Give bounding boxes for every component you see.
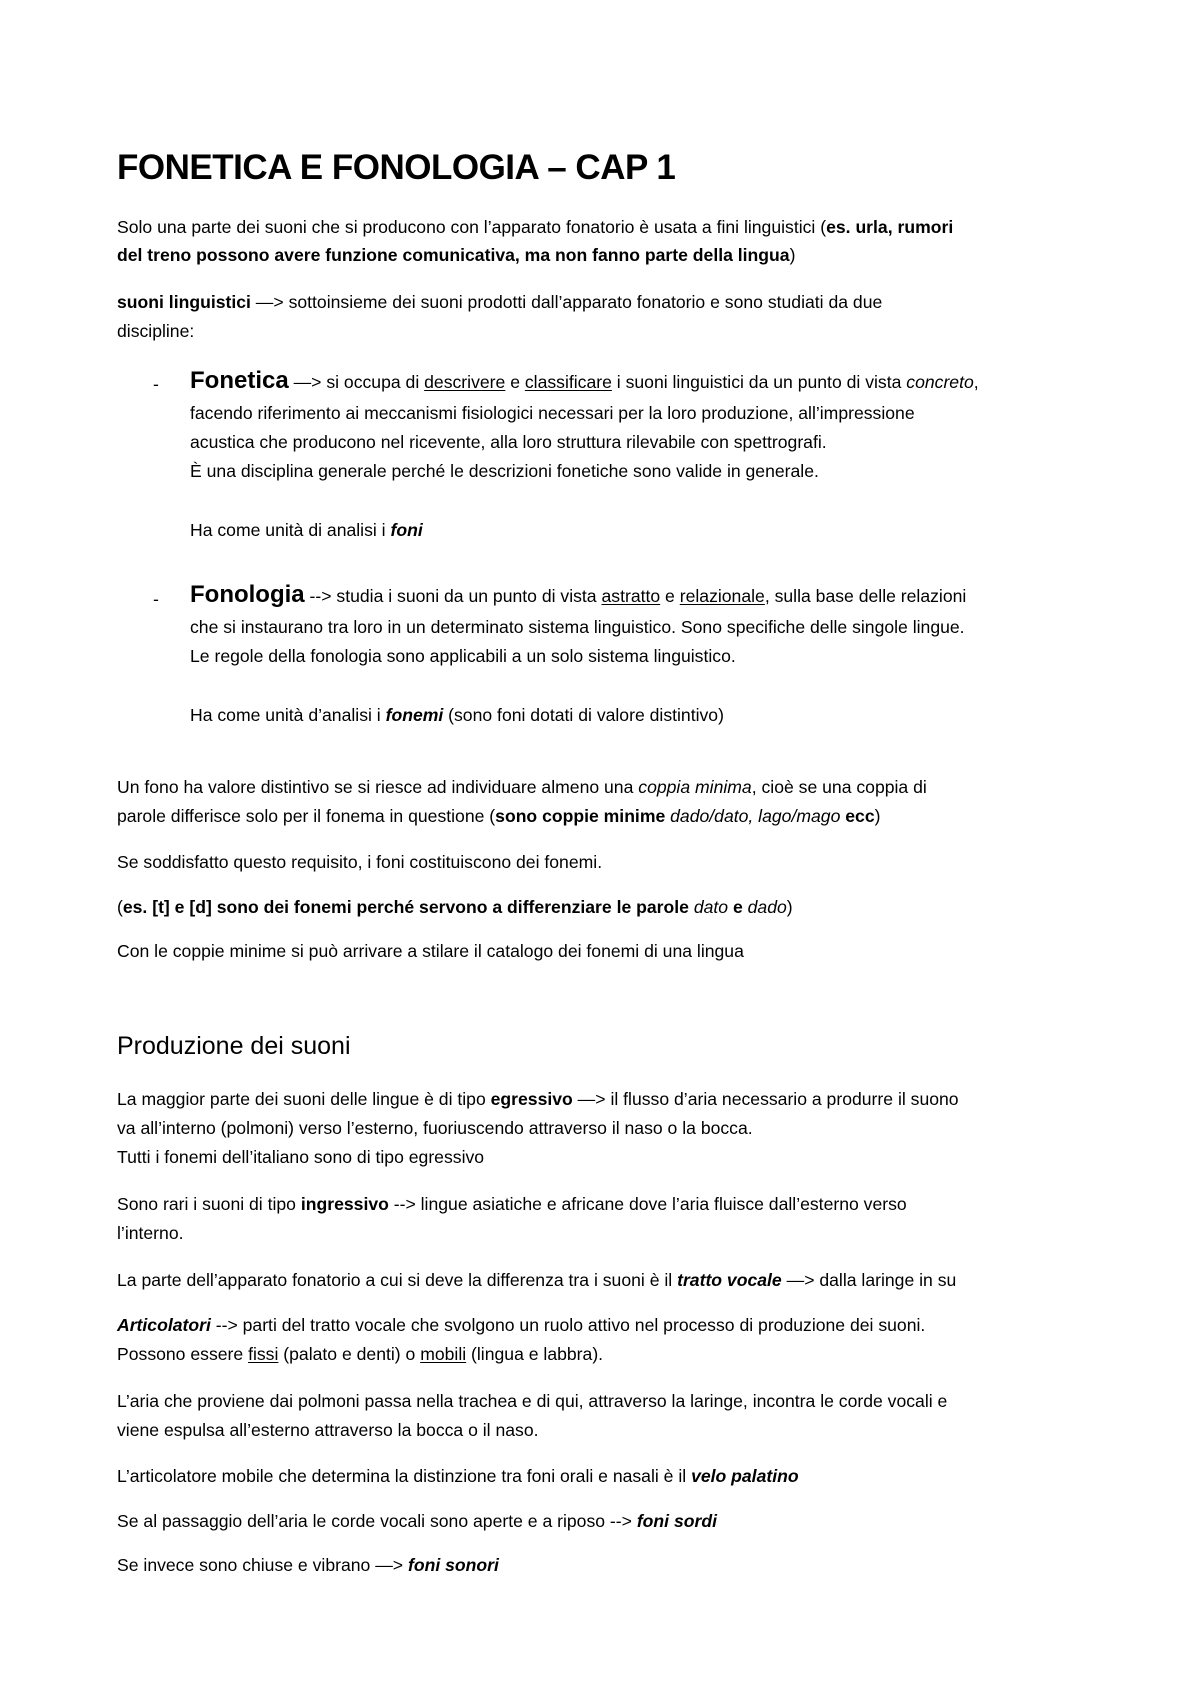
intro-text: Solo una parte dei suoni che si producono con l’apparato fonatorio è usata a fini linguistici (: [117, 217, 827, 237]
aria-line-2: viene espulsa all’esterno attraverso la bocca o il naso.: [117, 1420, 539, 1440]
fonetica-line-4: È una disciplina generale perché le descrizioni fonetiche sono valide in generale.: [190, 461, 819, 481]
tratto-line: [117, 1266, 956, 1295]
ingressivo-bold: ingressivo: [300, 1194, 389, 1214]
fonologia-line-2: che si instaurano tra loro in un determinato sistema linguistico. Sono specifiche delle singole lingue.: [190, 617, 965, 637]
articolatori-text: (lingua e labbra).: [466, 1344, 604, 1364]
egressivo-line-3: Tutti i fonemi dell’italiano sono di tipo egressivo: [117, 1147, 485, 1167]
sordi-text: Se al passaggio dell’aria le corde vocali sono aperte e a riposo -->: [117, 1511, 637, 1531]
fonologia-unit: [190, 701, 724, 730]
underline-astratto: astratto: [601, 586, 661, 606]
sonori-line: [117, 1551, 499, 1580]
fonologia-line-3: Le regole della fonologia sono applicabili a un solo sistema linguistico.: [190, 646, 736, 666]
fono-line-1: [117, 773, 927, 802]
soddisfatto-line: Se soddisfatto questo requisito, i foni costituiscono dei fonemi.: [117, 852, 603, 872]
tratto-text: La parte dell’apparato fonatorio a cui si deve la differenza tra i suoni è il: [117, 1270, 678, 1290]
egressivo-bold: egressivo: [490, 1089, 573, 1109]
fonetica-text: ,: [973, 372, 979, 392]
bullet-dash: -: [153, 589, 159, 609]
fono-text: parole differisce solo per il fonema in questione (: [117, 806, 496, 826]
section-heading: Produzione dei suoni: [117, 1032, 351, 1060]
suoni-term: suoni linguistici: [117, 292, 251, 312]
esempio-italic: dado: [747, 897, 787, 917]
articolatori-line-2: [117, 1340, 603, 1369]
esempio-line: [117, 893, 793, 922]
esempio-text: ): [786, 897, 793, 917]
page-title: FONETICA E FONOLOGIA – CAP 1: [117, 148, 676, 187]
fono-text: Un fono ha valore distintivo se si riesce ad individuare almeno una: [117, 777, 639, 797]
suoni-line-1: [117, 288, 882, 317]
unit-text: (sono foni dotati di valore distintivo): [443, 705, 724, 725]
fonetica-line-3: acustica che producono nel ricevente, alla loro struttura rilevabile con spettrografi.: [190, 432, 827, 452]
velo-term: velo palatino: [691, 1466, 799, 1486]
intro-line-1: [117, 213, 953, 242]
sonori-term: foni sonori: [407, 1555, 499, 1575]
bullet-dash: -: [153, 374, 159, 394]
esempio-bold: e: [728, 897, 748, 917]
aria-line-1: L’aria che proviene dai polmoni passa nella trachea e di qui, attraverso la laringe, incontra le corde vocali e: [117, 1391, 948, 1411]
fonetica-term: Fonetica: [190, 367, 289, 394]
esempio-bold: es. [t] e [d] sono dei fonemi perché servono a differenziare le parole: [122, 897, 694, 917]
egressivo-line-2: va all’interno (polmoni) verso l’esterno, fuoriuscendo attraverso il naso o la bocca.: [117, 1118, 753, 1138]
ingressivo-text: --> lingue asiatiche e africane dove l’aria fluisce dall’esterno verso: [388, 1194, 907, 1214]
esempio-text: (: [117, 897, 123, 917]
underline-fissi: fissi: [248, 1344, 279, 1364]
tratto-term: tratto vocale: [677, 1270, 782, 1290]
fonologia-text: , sulla base delle relazioni: [764, 586, 967, 606]
sordi-term: foni sordi: [636, 1511, 717, 1531]
ingressivo-line-2: l’interno.: [117, 1223, 184, 1243]
fono-text: ): [874, 806, 881, 826]
egressivo-text: La maggior parte dei suoni delle lingue è di tipo: [117, 1089, 491, 1109]
fonologia-line-1: [190, 580, 966, 611]
underline-mobili: mobili: [420, 1344, 467, 1364]
velo-text: L’articolatore mobile che determina la distinzione tra foni orali e nasali è il: [117, 1466, 692, 1486]
fonetica-text: —> si occupa di: [288, 372, 425, 392]
italic-coppia-minima: coppia minima: [638, 777, 752, 797]
egressivo-line-1: [117, 1085, 959, 1114]
fonetica-text: e: [505, 372, 525, 392]
sonori-text: Se invece sono chiuse e vibrano —>: [117, 1555, 408, 1575]
unit-fonemi: fonemi: [385, 705, 444, 725]
unit-foni: foni: [390, 520, 423, 540]
unit-text: Ha come unità di analisi i: [190, 520, 391, 540]
fonetica-unit: [190, 516, 423, 545]
fonetica-text: i suoni linguistici da un punto di vista: [611, 372, 907, 392]
fono-text: , cioè se una coppia di: [751, 777, 927, 797]
intro-close: ): [789, 245, 796, 265]
fono-examples: dado/dato, lago/mago: [670, 806, 841, 826]
fono-line-2: [117, 802, 880, 831]
fonologia-text: --> studia i suoni da un punto di vista: [304, 586, 602, 606]
italic-concreto: concreto: [906, 372, 974, 392]
fonetica-line-2: facendo riferimento ai meccanismi fisiologici necessari per la loro produzione, all’impressione: [190, 403, 915, 423]
fono-bold: ecc: [840, 806, 875, 826]
suoni-text: —> sottoinsieme dei suoni prodotti dall’apparato fonatorio e sono studiati da due: [250, 292, 883, 312]
ingressivo-text: Sono rari i suoni di tipo: [117, 1194, 301, 1214]
unit-text: Ha come unità d’analisi i: [190, 705, 386, 725]
intro-bold-2: del treno possono avere funzione comunicativa, ma non fanno parte della lingua: [117, 245, 790, 265]
articolatori-term: Articolatori: [117, 1315, 211, 1335]
tratto-text: —> dalla laringe in su: [781, 1270, 957, 1290]
catalogo-line: Con le coppie minime si può arrivare a stilare il catalogo dei fonemi di una lingua: [117, 941, 744, 961]
articolatori-text: (palato e denti) o: [278, 1344, 421, 1364]
sordi-line: [117, 1507, 717, 1536]
articolatori-text: --> parti del tratto vocale che svolgono un ruolo attivo nel processo di produzione dei suoni.: [210, 1315, 926, 1335]
velo-line: [117, 1462, 799, 1491]
underline-classificare: classificare: [524, 372, 612, 392]
fono-bold: sono coppie minime: [495, 806, 671, 826]
underline-relazionale: relazionale: [679, 586, 765, 606]
intro-bold-1: es. urla, rumori: [826, 217, 954, 237]
fonetica-line-1: [190, 366, 979, 397]
esempio-italic: dato: [693, 897, 729, 917]
ingressivo-line-1: [117, 1190, 907, 1219]
intro-line-2: [117, 241, 795, 270]
articolatori-text: Possono essere: [117, 1344, 249, 1364]
underline-descrivere: descrivere: [424, 372, 506, 392]
fonologia-term: Fonologia: [190, 581, 305, 608]
fonologia-text: e: [660, 586, 680, 606]
suoni-line-2: discipline:: [117, 321, 195, 341]
articolatori-line-1: [117, 1311, 925, 1340]
egressivo-text: —> il flusso d’aria necessario a produrre il suono: [572, 1089, 959, 1109]
